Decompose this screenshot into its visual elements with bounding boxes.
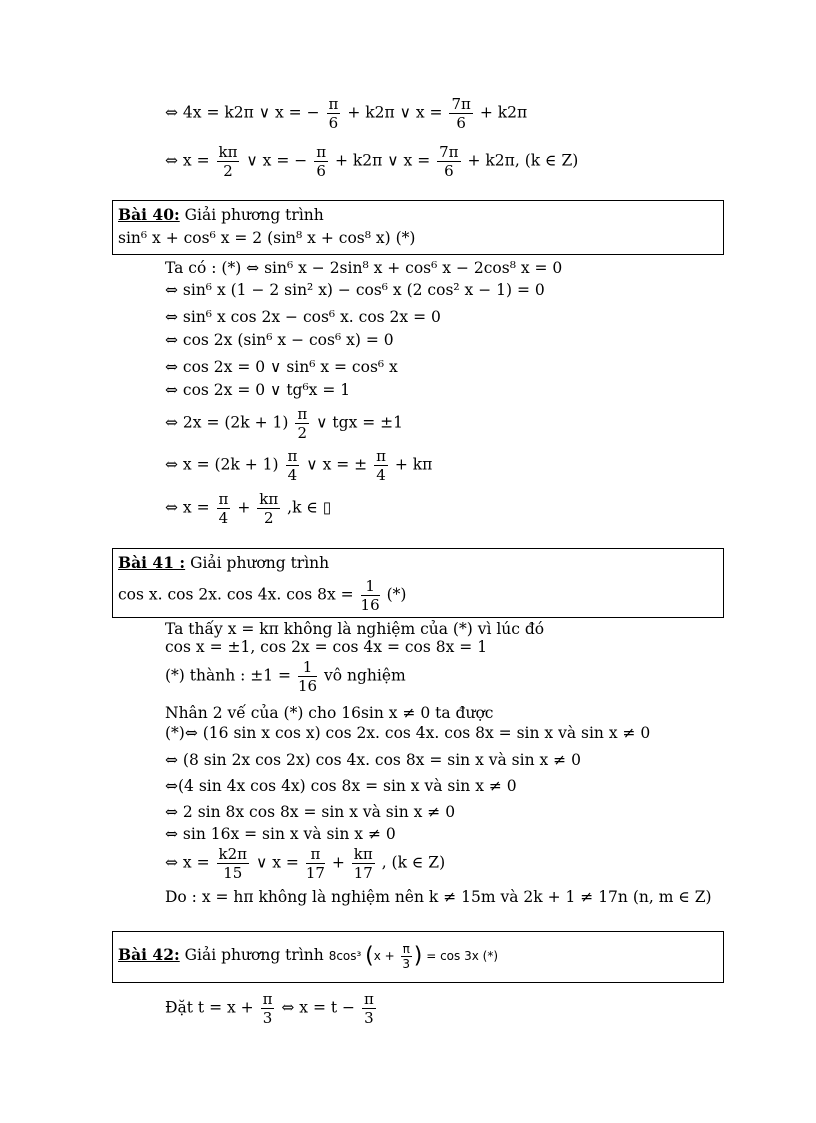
bai41-step-2: cos x = ±1, cos 2x = cos 4x = cos 8x = 1 <box>165 638 488 656</box>
bai41-step-5: (*)⇔ (16 sin x cos x) cos 2x. cos 4x. cos 8x = sin x và sin x ≠ 0 <box>165 724 651 742</box>
fraction: $\frac{\pi}{6}$ <box>316 143 327 180</box>
fraction: $\frac{k\pi}{2}$ <box>218 143 238 180</box>
bai41-prompt: Giải phương trình <box>190 554 330 572</box>
bai41-equation: cos x. cos 2x. cos 4x. cos 8x = $\frac{1}{16}$ (*) <box>118 577 407 614</box>
fraction: $\frac{1}{16}$ <box>360 577 380 614</box>
bai40-step-8: ⇔ x = (2k + 1) $\frac{\pi}{4}$ ∨ x = ± $\frac{\pi}{4}$ + kπ <box>165 447 433 484</box>
fraction: $\frac{\pi}{3}$ <box>262 990 273 1027</box>
bai42-title: Bài 42: <box>118 945 180 964</box>
bai40-step-2: ⇔ sin⁶ x (1 − 2 sin² x) − cos⁶ x (2 cos² x − 1) = 0 <box>165 281 545 299</box>
bai40-step-5: ⇔ cos 2x = 0 ∨ sin⁶ x = cos⁶ x <box>165 358 398 376</box>
fraction: $\frac{\pi}{6}$ <box>328 95 339 132</box>
bai41-heading <box>118 553 329 573</box>
bai40-step-1: Ta có : (*) ⇔ sin⁶ x − 2sin⁸ x + cos⁶ x − 2cos⁸ x = 0 <box>165 259 563 277</box>
fraction: $\frac{\pi}{3}$ <box>402 942 410 971</box>
bai40-equation: sin⁶ x + cos⁶ x = 2 (sin⁸ x + cos⁸ x) (*) <box>118 229 416 247</box>
bai40-prompt: Giải phương trình <box>184 206 324 224</box>
bai40-title: Bài 40: <box>118 205 180 224</box>
bai41-title: Bài 41 : <box>118 553 186 572</box>
bai42-heading <box>118 942 498 971</box>
fraction: $\frac{k2\pi}{15}$ <box>218 845 248 882</box>
bai40-step-7: ⇔ 2x = (2k + 1) $\frac{\pi}{2}$ ∨ tgx = ±1 <box>165 405 404 442</box>
bai42-substitution: Đặt t = x + $\frac{\pi}{3}$ ⇔ x = t − $\frac{\pi}{3}$ <box>165 990 374 1027</box>
fraction: $\frac{7\pi}{6}$ <box>451 95 471 132</box>
bai41-step-11: Do : x = hπ không là nghiệm nên k ≠ 15m và 2k + 1 ≠ 17n (n, m ∈ Z) <box>165 888 712 906</box>
fraction: $\frac{\pi}{17}$ <box>305 845 325 882</box>
fraction: $\frac{7\pi}{6}$ <box>439 143 459 180</box>
bai41-step-9: ⇔ sin 16x = sin x và sin x ≠ 0 <box>165 825 396 843</box>
bai41-problem-box <box>112 548 724 618</box>
bai41-step-6: ⇔ (8 sin 2x cos 2x) cos 4x. cos 8x = sin x và sin x ≠ 0 <box>165 751 581 769</box>
fraction: $\frac{1}{16}$ <box>297 658 318 695</box>
bai42-equation: 8cos³ (x + $\frac{\pi}{3}$ ) = cos 3x (*) <box>328 942 499 971</box>
bai41-step-7: ⇔(4 sin 4x cos 4x) cos 8x = sin x và sin x ≠ 0 <box>165 777 517 795</box>
bai40-step-3: ⇔ sin⁶ x cos 2x − cos⁶ x. cos 2x = 0 <box>165 308 441 326</box>
bai40-problem-box <box>112 200 724 255</box>
fraction: $\frac{\pi}{3}$ <box>363 990 374 1027</box>
bai41-step-8: ⇔ 2 sin 8x cos 8x = sin x và sin x ≠ 0 <box>165 803 456 821</box>
fraction: $\frac{k\pi}{2}$ <box>259 490 279 527</box>
fraction: $\frac{k\pi}{17}$ <box>353 845 373 882</box>
bai40-heading <box>118 205 324 225</box>
bai40-step-9: ⇔ x = $\frac{\pi}{4}$ + $\frac{k\pi}{2}$ ,k ∈ ▯ <box>165 490 332 527</box>
bai40-step-6: ⇔ cos 2x = 0 ∨ tg⁶x = 1 <box>165 381 351 399</box>
bai42-problem-box <box>112 931 724 983</box>
top-line-1: ⇔ 4x = k2π ∨ x = − $\frac{\pi}{6}$ + k2π ∨ x = $\frac{7\pi}{6}$ + k2π <box>165 95 528 132</box>
bai41-step-1: Ta thấy x = kπ không là nghiệm của (*) vì lúc đó <box>165 620 545 638</box>
fraction: $\frac{\pi}{4}$ <box>287 447 298 484</box>
fraction: $\frac{\pi}{2}$ <box>297 405 308 442</box>
fraction: $\frac{\pi}{4}$ <box>376 447 386 484</box>
bai40-step-4: ⇔ cos 2x (sin⁶ x − cos⁶ x) = 0 <box>165 331 394 349</box>
fraction: $\frac{\pi}{4}$ <box>218 490 229 527</box>
bai41-step-3: (*) thành : ±1 = $\frac{1}{16}$ vô nghiệm <box>165 658 406 695</box>
bai41-step-10: ⇔ x = $\frac{k2\pi}{15}$ ∨ x = $\frac{\pi}{17}$ + $\frac{k\pi}{17}$ , (k ∈ Z) <box>165 845 446 882</box>
top-line-2: ⇔ x = $\frac{k\pi}{2}$ ∨ x = − $\frac{\pi}{6}$ + k2π ∨ x = $\frac{7\pi}{6}$ + k2π, (k ∈ Z) <box>165 143 579 180</box>
bai42-prompt: Giải phương trình <box>184 946 324 964</box>
bai41-step-4: Nhân 2 vế của (*) cho 16sin x ≠ 0 ta được <box>165 704 494 722</box>
